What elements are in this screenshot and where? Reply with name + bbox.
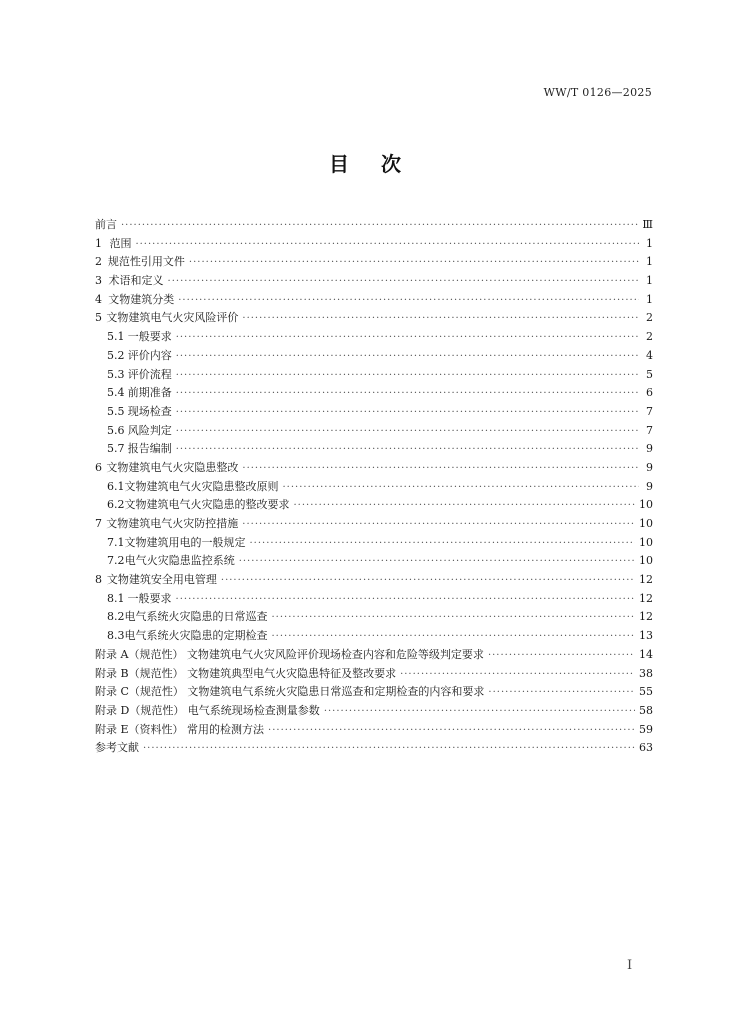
toc-entry[interactable]: [95, 366, 653, 385]
toc-entry-page: 1: [646, 236, 653, 250]
toc-entry-number: 5.6: [107, 423, 125, 437]
page-number: I: [627, 958, 633, 973]
toc-entry-title: 附录 A（规范性） 文物建筑电气火灾风险评价现场检查内容和危险等级判定要求: [95, 647, 484, 661]
toc-leader-dots: [176, 367, 639, 386]
toc-leader-dots: [176, 329, 639, 348]
toc-entry-title: 现场检查: [127, 404, 172, 418]
toc-entry[interactable]: [95, 721, 653, 740]
toc-entry-title: 文物建筑电气火灾隐患整改: [106, 460, 239, 474]
toc-entry[interactable]: [95, 627, 653, 646]
toc-leader-dots: [178, 292, 639, 311]
toc-entry-page: 12: [639, 591, 653, 605]
toc-entry-number: 7: [95, 517, 102, 530]
toc-entry-page: 14: [639, 647, 653, 661]
toc-entry[interactable]: [95, 515, 653, 534]
toc-entry-number: 5: [95, 311, 102, 325]
page-title: 目次: [329, 152, 433, 176]
toc-entry[interactable]: [95, 590, 653, 609]
toc-entry-title: 评价内容: [127, 348, 172, 362]
toc-entry[interactable]: [95, 534, 653, 553]
toc-entry-number: 3: [95, 274, 102, 288]
toc-entry-number: 1: [95, 236, 102, 250]
toc-entry-title: 电气系统火灾隐患的日常巡查: [124, 610, 268, 624]
toc-entry[interactable]: [95, 665, 653, 684]
toc-entry-title: 文物建筑电气火灾防控措施: [106, 517, 239, 530]
toc-entry-page: 1: [646, 292, 653, 306]
toc-entry-title: 一般要求: [127, 591, 172, 605]
toc-entry-title: 文物建筑电气火灾风险评价: [106, 311, 239, 325]
toc-entry-title: 参考文献: [95, 741, 139, 755]
toc-entry-number: 5.3: [107, 367, 125, 381]
toc-leader-dots: [176, 404, 639, 423]
toc-entry-page: 1: [646, 274, 653, 288]
toc-entry-number: 8: [95, 573, 102, 587]
toc-leader-dots: [242, 516, 635, 535]
toc-entry-page: 59: [639, 722, 653, 736]
toc-entry-page: 55: [639, 685, 653, 699]
toc-leader-dots: [176, 348, 639, 367]
toc-entry-title: 术语和定义: [108, 274, 164, 288]
toc-entry-title: 规范性引用文件: [107, 255, 185, 269]
toc-entry-page: 9: [646, 479, 653, 493]
toc-entry-title: 附录 B（规范性） 文物建筑典型电气火灾隐患特征及整改要求: [95, 666, 397, 680]
toc-entry[interactable]: [95, 478, 653, 497]
toc-leader-dots: [488, 647, 635, 666]
toc-entry-title: 文物建筑分类: [108, 292, 175, 306]
toc-entry[interactable]: [95, 384, 653, 403]
toc-entry-number: 6: [95, 460, 102, 474]
toc-entry-number: 7.2: [107, 554, 125, 568]
toc-entry-page: 10: [639, 498, 653, 512]
toc-entry-title: 附录 C（规范性） 文物建筑电气系统火灾隐患日常巡查和定期检查的内容和要求: [95, 685, 485, 699]
toc-entry-page: 2: [646, 330, 653, 344]
toc-entry[interactable]: [95, 328, 653, 347]
toc-leader-dots: [272, 609, 636, 628]
toc-leader-dots: [400, 666, 635, 685]
toc-entry-page: 7: [646, 423, 653, 437]
toc-leader-dots: [242, 310, 639, 329]
toc-leader-dots: [189, 254, 639, 273]
toc-entry[interactable]: [95, 272, 653, 291]
toc-entry-title: 附录 D（规范性） 电气系统现场检查测量参数: [95, 703, 320, 717]
toc-entry-number: 6.1: [107, 479, 125, 493]
toc-leader-dots: [176, 591, 635, 610]
document-number: WW/T 0126—2025: [543, 86, 652, 99]
toc-leader-dots: [176, 423, 639, 442]
toc-entry-page: 4: [646, 348, 653, 362]
toc-entry-title: 报告编制: [127, 442, 172, 456]
toc-leader-dots: [242, 460, 639, 479]
toc-entry[interactable]: [95, 422, 653, 441]
toc-entry-page: 6: [646, 386, 653, 400]
toc-entry-number: 5.2: [107, 348, 125, 362]
toc-entry-title: 前言: [95, 218, 117, 231]
toc-entry-number: 8.2: [107, 610, 125, 624]
toc-entry-title: 范围: [109, 236, 132, 250]
toc-entry-page: 10: [639, 517, 653, 530]
toc-entry-number: 5.4: [107, 386, 125, 400]
toc-entry-page: 5: [646, 367, 653, 381]
toc-leader-dots: [268, 722, 635, 741]
toc-entry[interactable]: [95, 646, 653, 665]
toc-leader-dots: [488, 684, 635, 703]
toc-entry-title: 前期准备: [127, 386, 172, 400]
toc-leader-dots: [221, 572, 635, 591]
toc-entry-number: 4: [95, 292, 102, 306]
toc-entry-number: 7.1: [107, 535, 125, 549]
toc-entry-page: 38: [639, 666, 653, 680]
toc-entry[interactable]: [95, 496, 653, 515]
toc-entry[interactable]: [95, 608, 653, 627]
table-of-contents: [95, 216, 653, 758]
toc-entry-page: 58: [639, 703, 653, 717]
toc-entry-title: 风险判定: [127, 423, 172, 437]
toc-entry-page: Ⅲ: [642, 218, 653, 231]
toc-entry-number: 5.5: [107, 404, 125, 418]
toc-entry[interactable]: [95, 571, 653, 590]
toc-entry[interactable]: [95, 347, 653, 366]
toc-leader-dots: [324, 703, 635, 722]
toc-entry-title: 文物建筑安全用电管理: [106, 573, 217, 587]
toc-entry[interactable]: [95, 739, 653, 758]
toc-leader-dots: [121, 217, 638, 236]
toc-entry-number: 5.1: [107, 330, 125, 344]
toc-entry-number: 2: [95, 255, 102, 269]
toc-entry-page: 10: [639, 535, 653, 549]
toc-entry[interactable]: [95, 440, 653, 459]
toc-entry[interactable]: [95, 291, 653, 310]
toc-entry[interactable]: [95, 459, 653, 478]
toc-entry[interactable]: [95, 702, 653, 721]
toc-entry-title: 文物建筑用电的一般规定: [124, 535, 246, 549]
toc-entry-title: 文物建筑电气火灾隐患的整改要求: [124, 498, 290, 512]
toc-entry[interactable]: [95, 552, 653, 571]
toc-entry-page: 12: [639, 610, 653, 624]
toc-leader-dots: [135, 236, 639, 255]
toc-entry-title: 电气火灾隐患监控系统: [124, 554, 235, 568]
toc-entry-title: 评价流程: [127, 367, 172, 381]
toc-entry-page: 13: [639, 629, 653, 643]
toc-entry-number: 8.3: [107, 629, 125, 643]
toc-entry-page: 9: [646, 460, 653, 474]
toc-entry-page: 2: [646, 311, 653, 325]
toc-entry[interactable]: [95, 235, 653, 254]
toc-entry-number: 6.2: [107, 498, 125, 512]
toc-entry-page: 7: [646, 404, 653, 418]
toc-entry-title: 文物建筑电气火灾隐患整改原则: [124, 479, 279, 493]
toc-entry-title: 一般要求: [127, 330, 172, 344]
toc-entry-title: 电气系统火灾隐患的定期检查: [124, 629, 268, 643]
toc-entry-page: 63: [639, 741, 653, 755]
toc-entry[interactable]: [95, 683, 653, 702]
toc-leader-dots: [294, 497, 636, 516]
toc-entry-page: 10: [639, 554, 653, 568]
toc-leader-dots: [283, 479, 640, 498]
toc-leader-dots: [176, 441, 639, 460]
toc-leader-dots: [239, 553, 635, 572]
toc-leader-dots: [168, 273, 639, 292]
toc-entry[interactable]: [95, 253, 653, 272]
toc-entry-page: 12: [639, 573, 653, 587]
toc-entry-title: 附录 E（资料性） 常用的检测方法: [95, 722, 265, 736]
toc-entry-number: 8.1: [107, 591, 125, 605]
toc-entry[interactable]: [95, 309, 653, 328]
toc-leader-dots: [143, 740, 635, 759]
toc-entry-page: 9: [646, 442, 653, 456]
toc-entry-number: 5.7: [107, 442, 125, 456]
toc-leader-dots: [250, 535, 636, 554]
toc-entry[interactable]: [95, 216, 653, 235]
toc-leader-dots: [272, 628, 636, 647]
toc-entry-page: 1: [646, 255, 653, 269]
toc-leader-dots: [176, 385, 639, 404]
toc-entry[interactable]: [95, 403, 653, 422]
